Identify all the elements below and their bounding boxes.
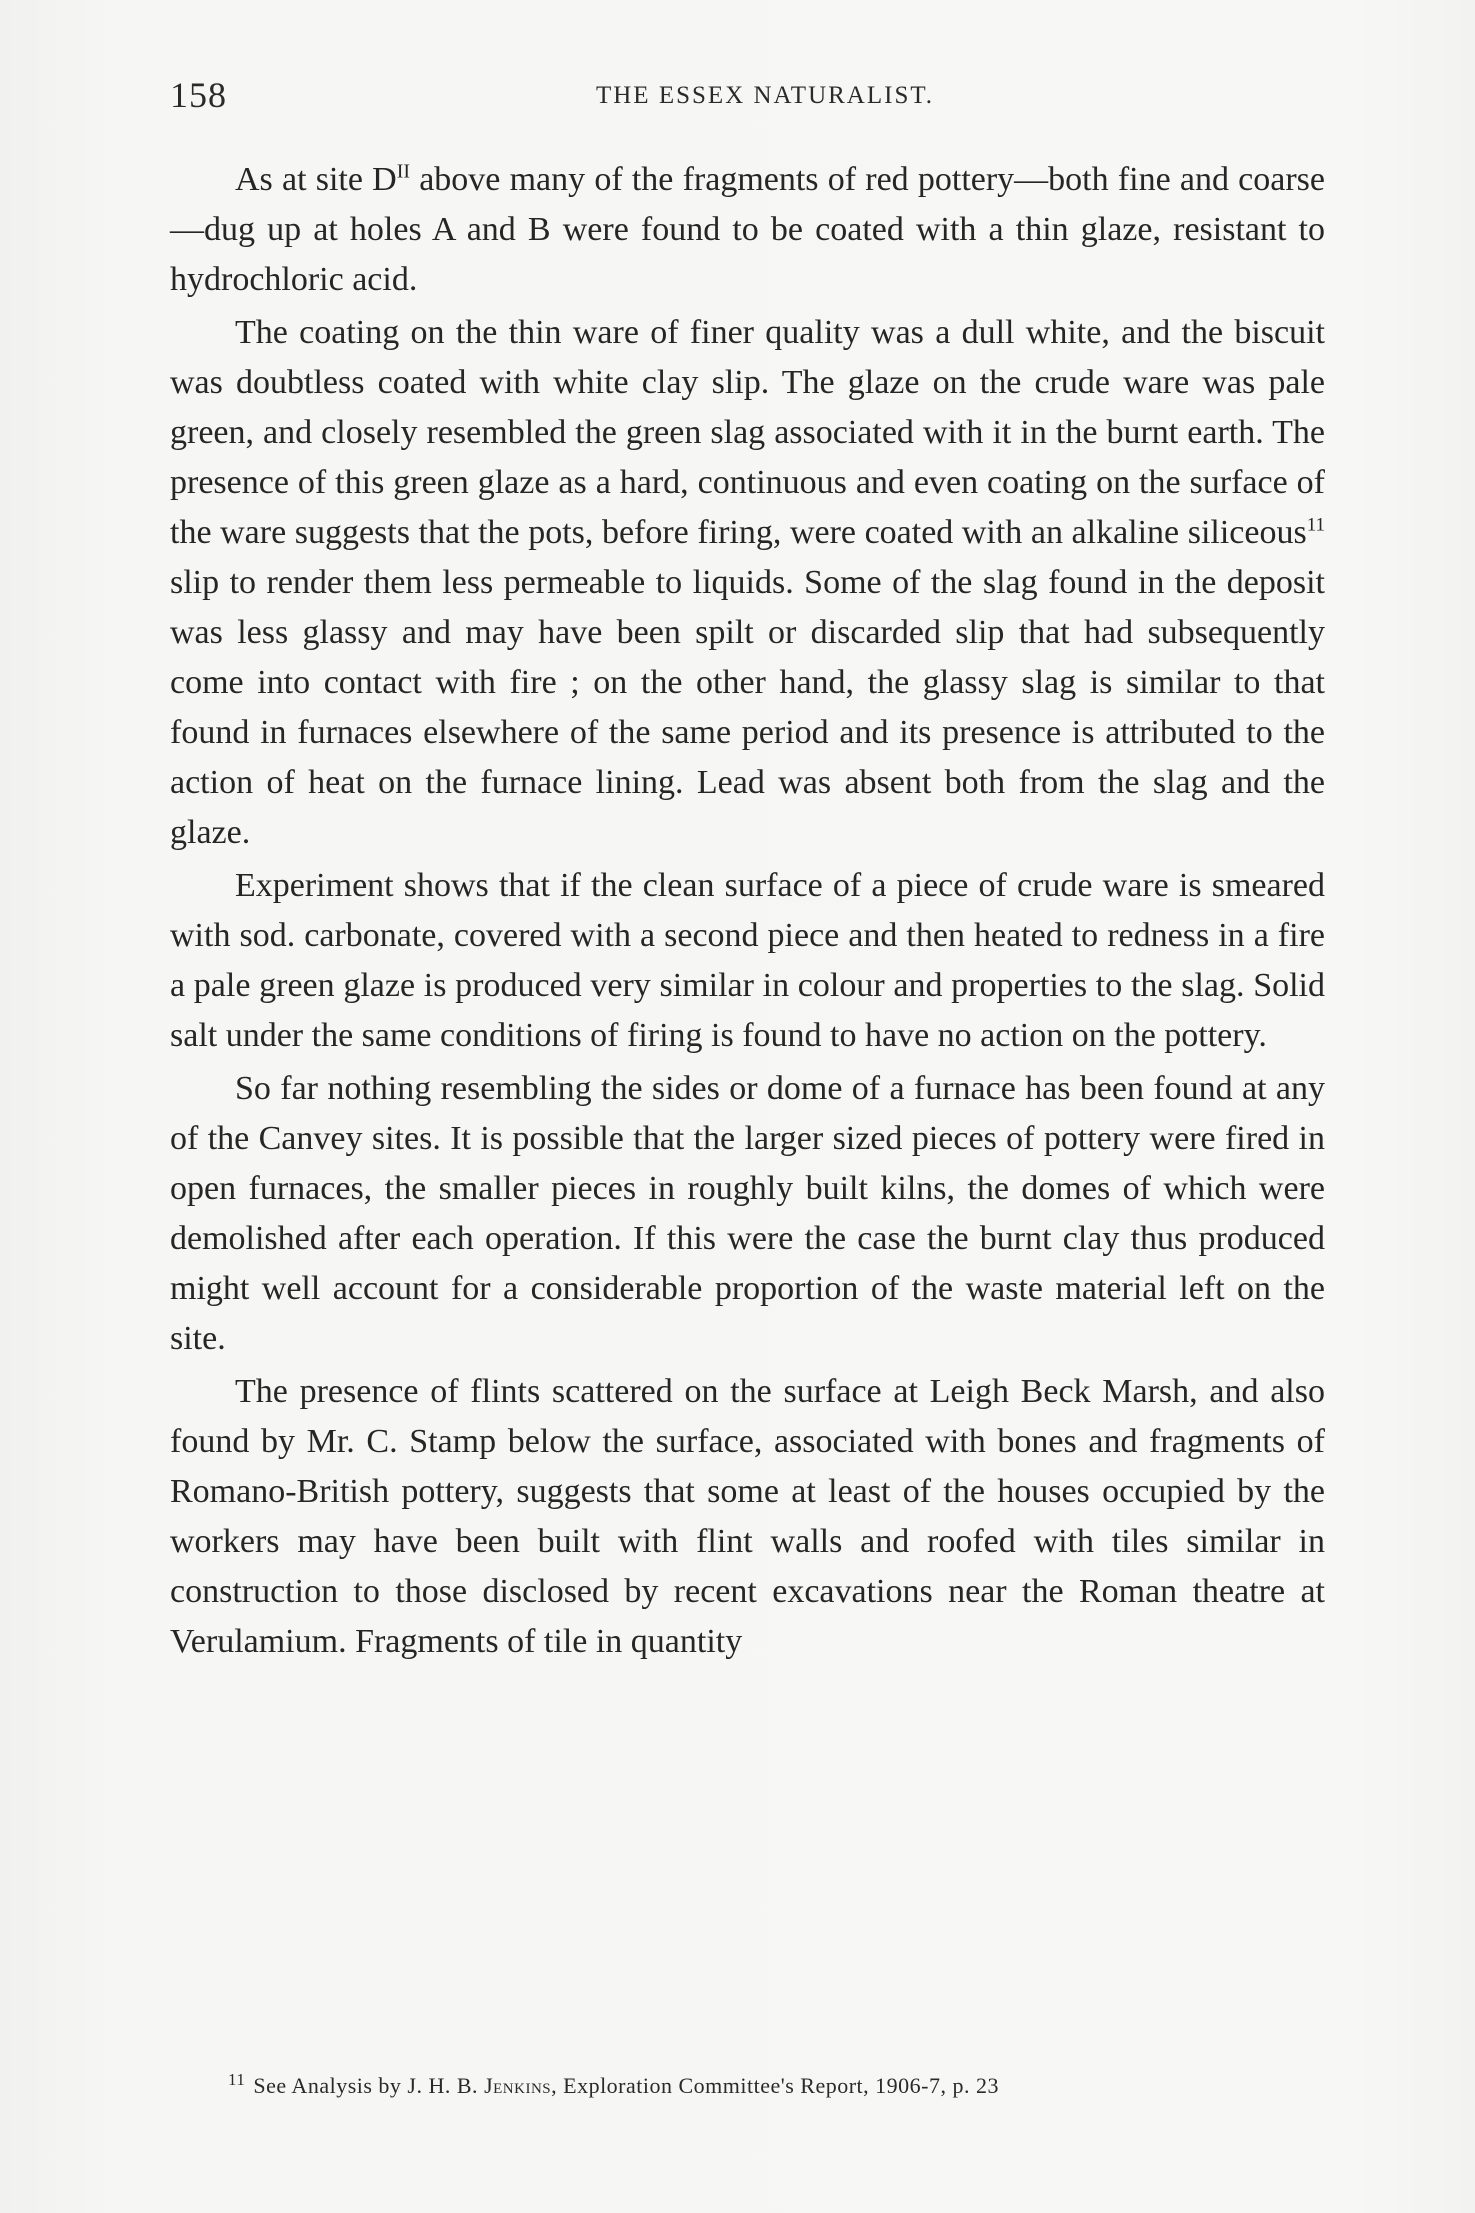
paragraph-4: So far nothing resembling the sides or dome of a furnace has been found at any of the Canvey sites. It is possible that the larger sized pieces of pottery were fired in open furnaces, the smaller pieces in roughly built kilns, the domes of which were demolished after each operation. If this were the case the burnt clay thus produced might well account for a considerable proportion of the waste material left on the site.: [170, 1070, 1325, 1357]
paragraph-text: As at site D: [235, 161, 397, 198]
footnote-number: 11: [228, 2069, 246, 2089]
running-head: THE ESSEX NATURALIST.: [595, 82, 935, 109]
paragraph-2: [170, 308, 1325, 858]
paragraph-text: slip to render them less permeable to liquids. Some of the slag found in the deposit was less glassy and may have been spilt or discarded slip that had subsequently come into contact with fire ; on the other hand, the glassy slag is similar to that found in furnaces elsewhere of the same period and its presence is attributed to the action of heat on the furnace lining. Lead was absent both from the slag and the glaze.: [170, 564, 1325, 851]
footnote-prefix: See Analysis by J. H. B.: [253, 2073, 485, 2098]
paragraph-3: Experiment shows that if the clean surface of a piece of crude ware is smeared with sod. carbonate, covered with a second piece and then heated to redness in a fire a pale green glaze is produced very similar in colour and properties to the slag. Solid salt under the same conditions of firing is found to have no action on the pottery.: [170, 867, 1325, 1054]
body-text: [170, 155, 1325, 1670]
footnote: [228, 2069, 1328, 2099]
footnote-suffix: , Exploration Committee's Report, 1906-7, p. 23: [551, 2073, 999, 2098]
page-number: 158: [170, 75, 227, 115]
footnote-reference[interactable]: 11: [1306, 514, 1325, 536]
page-header: [170, 70, 1330, 120]
paragraph-5: The presence of flints scattered on the surface at Leigh Beck Marsh, and also found by Mr. C. Stamp below the surface, associated with bones and fragments of Romano-British pottery, suggests that some at least of the houses occupied by the workers may have been built with flint walls and roofed with tiles similar in construction to those disclosed by recent excavations near the Roman theatre at Verulamium. Fragments of tile in quantity: [170, 1373, 1325, 1660]
paragraph-text: The coating on the thin ware of finer quality was a dull white, and the biscuit was doubtless coated with white clay slip. The glaze on the crude ware was pale green, and closely resembled the green slag associated with it in the burnt earth. The presence of this green glaze as a hard, continuous and even coating on the surface of the ware suggests that the pots, before firing, were coated with an alkaline siliceous: [170, 314, 1325, 551]
paragraph-text: above many of the fragments of red pottery—both fine and coarse—dug up at holes A and B were found to be coated with a thin glaze, resistant to hydrochloric acid.: [170, 161, 1325, 298]
paragraph-1: [170, 155, 1325, 305]
footnote-author: Jenkins: [484, 2073, 552, 2098]
site-superscript: II: [396, 160, 411, 183]
